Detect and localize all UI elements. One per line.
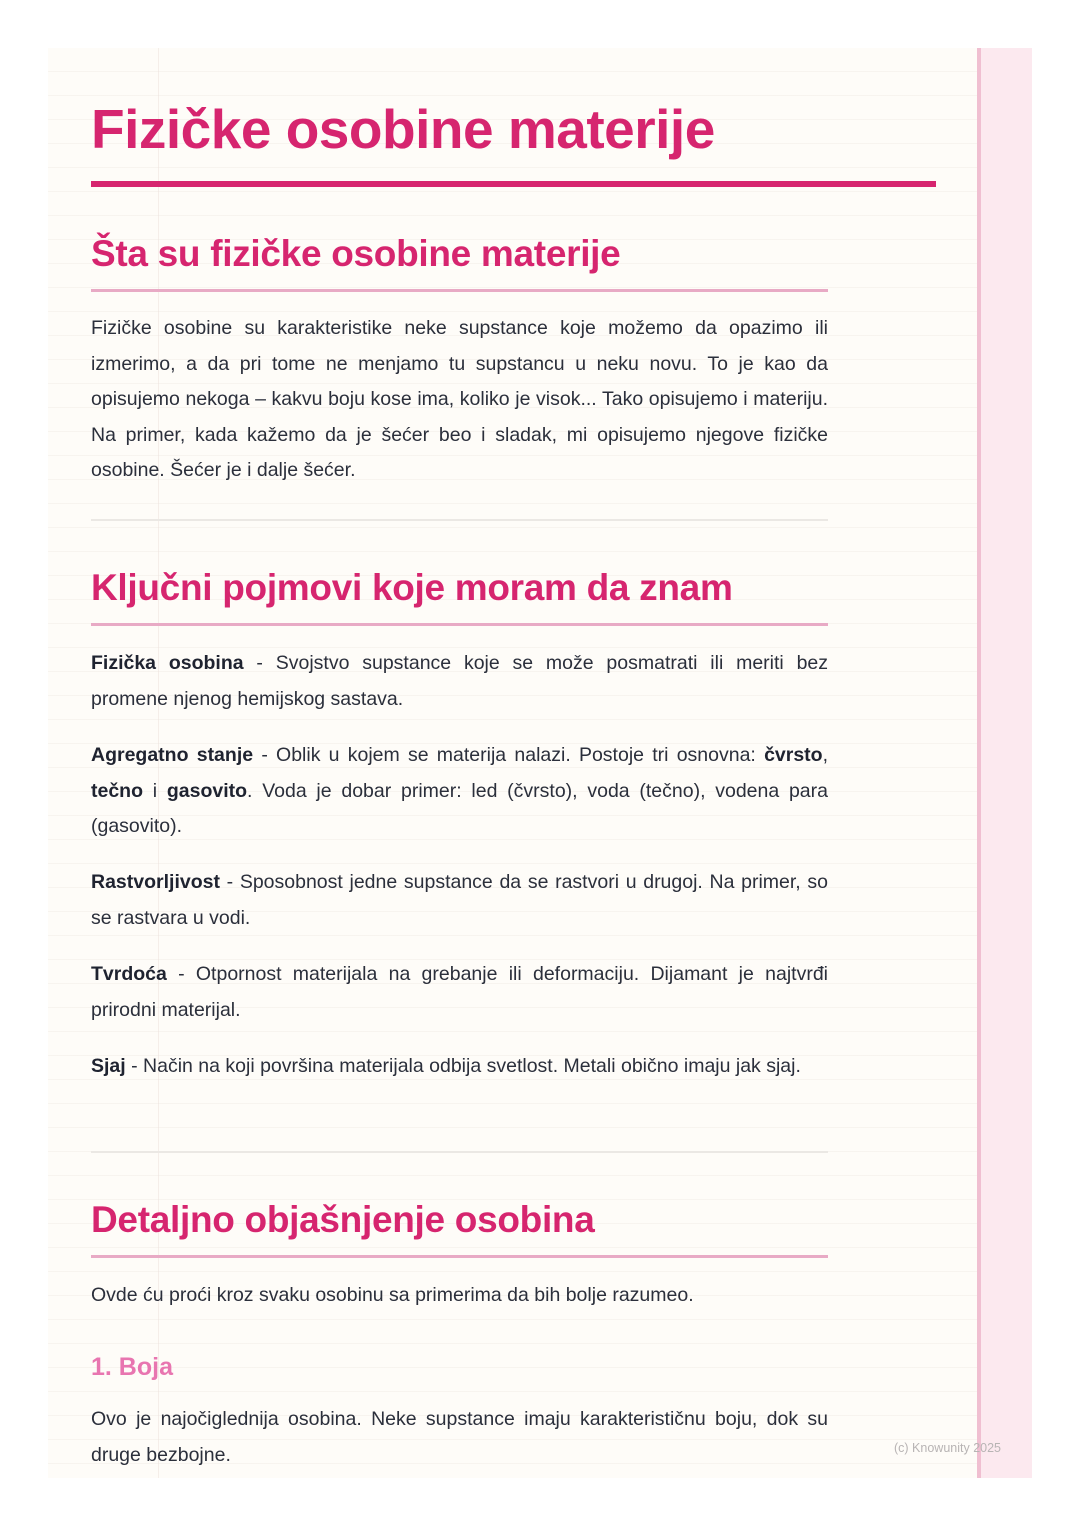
section-divider [91,1151,828,1153]
section-heading-detailed-explanation: Detaljno objašnjenje osobina [91,1199,595,1240]
term-definition: - Svojstvo supstance koje se može posmatrati ili meriti bez promene njenog hemijskog sastava. [91,652,829,710]
term-definition-tail: . Voda je dobar primer: led (čvrsto), voda (tečno), vodena para (gasovito). [91,779,828,837]
term-item [91,646,828,717]
section-heading-underline [91,623,828,626]
term-definition: - Sposobnost jedne supstance da se rastvori u drugoj. Na primer, so se rastvara u vodi. [91,871,828,929]
term-name: Agregatno stanje [91,744,254,766]
section-heading-underline [91,289,828,292]
term-name: Rastvorljivost [91,871,220,893]
term-definition: - Otpornost materijala na grebanje ili deformaciju. Dijamant je najtvrđi prirodni materijal. [91,963,828,1021]
term-name: Tvrdoća [91,963,167,985]
section-heading-what-are-physical-properties: Šta su fizičke osobine materije [91,233,621,274]
page-title: Fizičke osobine materije [91,98,715,160]
term-item [91,1049,828,1085]
section-heading-key-terms: Ključni pojmovi koje moram da znam [91,567,733,608]
section-paragraph: Fizičke osobine su karakteristike neke supstance koje možemo da opazimo ili izmerimo, a da pri tome ne menjamo tu supstancu u neku novu. To je kao da opisujemo nekoga – kakvu boju kose ima, koliko je visok... Tako opisujemo i materiju. Na primer, kada kažemo da je šećer beo i sladak, mi opisujemo njegove fizičke osobine. Šećer je i dalje šećer. [91,317,828,481]
term-item [91,738,828,845]
term-definition: - Način na koji površina materijala odbija svetlost. Metali obično imaju jak sjaj. [125,1055,801,1077]
section-heading-underline [91,1255,828,1258]
right-margin-strip [977,48,1032,1478]
separator: , [822,744,829,766]
term-name: Fizička osobina [91,652,244,674]
term-item [91,957,828,1028]
section-divider [91,519,828,521]
subsection-paragraph: Ovo je najočiglednija osobina. Neke supstance imaju karakterističnu boju, dok su druge bezbojne. [91,1408,828,1466]
document-page [48,48,1032,1478]
term-definition: - Oblik u kojem se materija nalazi. Postoje tri osnovna: [253,744,765,766]
section-intro: Ovde ću proći kroz svaku osobinu sa primerima da bih bolje razumeo. [91,1284,694,1306]
separator: i [143,779,167,802]
copyright-watermark: (c) Knowunity 2025 [894,1441,1002,1455]
term-item [91,865,828,936]
title-underline [91,181,936,187]
state-gas: gasovito [166,779,248,802]
subsection-heading-color: 1. Boja [91,1353,173,1381]
state-liquid: tečno [91,779,144,802]
state-solid: čvrsto [764,744,823,766]
right-margin-line [977,48,981,1478]
term-name: Sjaj [91,1055,126,1077]
